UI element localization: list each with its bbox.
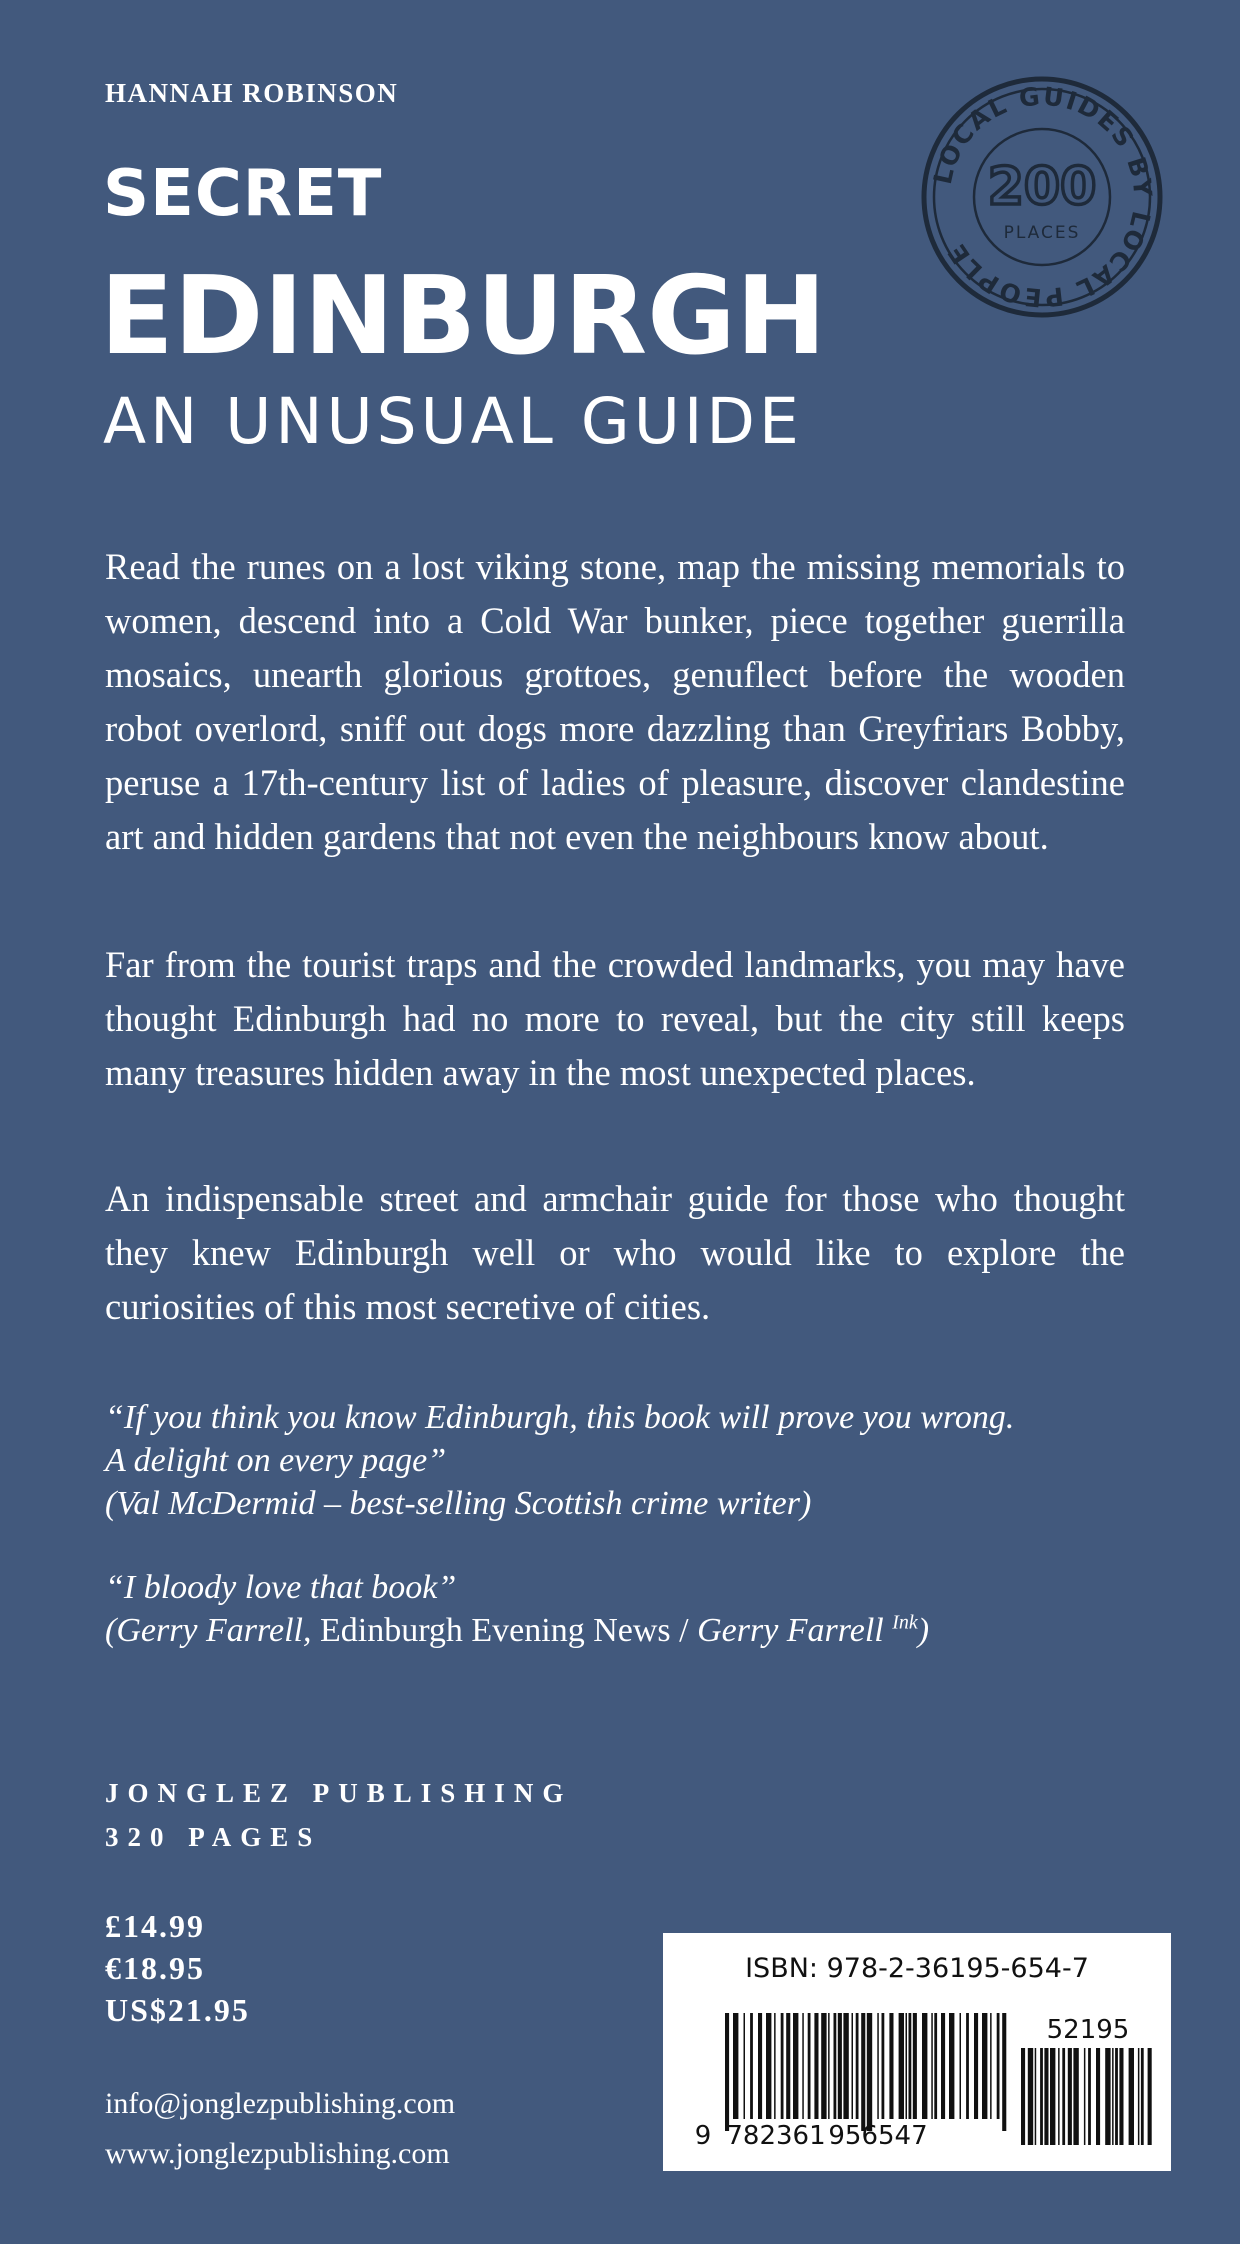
stamp-arc-text: LOCAL GUIDES BY LOCAL PEOPLE — [927, 81, 1158, 313]
barcode-bar — [781, 2013, 784, 2119]
barcode-bar — [1021, 2048, 1025, 2145]
barcode-bar — [877, 2013, 879, 2119]
barcode-bar — [1062, 2048, 1065, 2145]
quote-text-line-1: “If you think you know Edinburgh, this book will prove you wrong. — [105, 1399, 1015, 1436]
barcode-bar — [808, 2013, 811, 2119]
barcode-bar — [1119, 2048, 1123, 2145]
barcode-bar — [786, 2013, 790, 2119]
barcode-bar — [1096, 2048, 1100, 2145]
barcode-bar — [931, 2013, 933, 2119]
quote-text: “I bloody love that book” — [105, 1569, 457, 1606]
barcode-bar — [997, 2013, 1000, 2119]
barcode-bars-addon — [1021, 2048, 1152, 2145]
isbn-label: ISBN: 978-2-36195-654-7 — [745, 1953, 1089, 1984]
barcode-bar — [966, 2013, 969, 2119]
barcode-bar — [922, 2013, 927, 2119]
description-paragraph-3: An indispensable street and armchair guide for those who thought they knew Edinburgh well or who would like to explore the curiosities of this most secretive of cities. — [105, 1178, 1125, 1327]
barcode-bar — [899, 2013, 904, 2119]
barcode-bar — [1073, 2048, 1078, 2145]
stamp-places: PLACES — [1003, 223, 1081, 243]
barcode-bar — [906, 2013, 908, 2119]
barcode-bar — [1050, 2048, 1055, 2145]
barcode-bar — [889, 2013, 893, 2119]
barcode-bar — [934, 2013, 937, 2119]
barcode-bar — [733, 2013, 738, 2119]
barcode-bar — [744, 2013, 746, 2119]
barcode-bar — [750, 2013, 753, 2119]
barcode-bar — [974, 2013, 978, 2119]
barcode-bar — [1044, 2048, 1048, 2145]
local-guides-stamp-icon — [917, 72, 1167, 322]
quote-text-line-2: A delight on every page” — [105, 1442, 447, 1479]
publisher-website: www.jonglezpublishing.com — [105, 2137, 450, 2170]
barcode-bar — [774, 2013, 776, 2119]
barcode-bar — [814, 2013, 818, 2119]
barcode-bar — [1148, 2048, 1152, 2145]
description-paragraph-1: Read the runes on a lost viking stone, map the missing memorials to women, descend into a Cold War bunker, piece together guerrilla mosaics, unearth glorious grottoes, genuflect before the wooden robot overlord, sniff out dogs more dazzling than Greyfriars Bobby, peruse a 17th-century list of ladies of pleasure, discover clandestine art and hidden gardens that not even the neighbours know about. — [105, 546, 1125, 857]
barcode-bar — [867, 2013, 872, 2131]
quote-source: (Val McDermid – best-selling Scottish crime writer) — [105, 1485, 812, 1522]
barcode-bar — [990, 2013, 992, 2119]
barcode-icon — [663, 1933, 1171, 2171]
barcode-bar — [766, 2013, 771, 2119]
barcode-bar — [852, 2013, 854, 2119]
author-name: HANNAH ROBINSON — [105, 78, 399, 108]
page-count: 320 PAGES — [105, 1822, 322, 1852]
barcode-lead-digit: 9 — [694, 2121, 712, 2151]
barcode-bar — [1068, 2048, 1072, 2145]
barcode-bar — [1138, 2048, 1140, 2145]
barcode-bar — [843, 2013, 848, 2119]
barcode-bar — [1040, 2048, 1043, 2145]
barcode-bar — [949, 2013, 954, 2119]
publisher-name: JONGLEZ PUBLISHING — [105, 1778, 573, 1808]
barcode-bar — [960, 2013, 962, 2119]
barcode-bar — [828, 2013, 830, 2119]
barcode-bar — [1058, 2048, 1060, 2145]
stamp-number: 200 — [987, 157, 1097, 217]
barcode-bar — [802, 2013, 804, 2119]
price-eur: €18.95 — [105, 1950, 205, 1986]
barcode-bar — [1028, 2048, 1033, 2145]
publisher-email: info@jonglezpublishing.com — [105, 2087, 456, 2120]
barcode-bar — [909, 2013, 912, 2119]
barcode-bar — [856, 2013, 859, 2119]
quote-mcdermid — [105, 1396, 1165, 1525]
barcode-bar — [1105, 2048, 1110, 2145]
barcode-bar — [725, 2013, 729, 2131]
title-secret: SECRET — [103, 157, 383, 231]
barcode-bar — [1115, 2048, 1118, 2145]
quote-source: (Gerry Farrell, Edinburgh Evening News / Gerry Farrell $^{Ink}$) — [105, 1611, 930, 1649]
barcode-bar — [1112, 2048, 1114, 2145]
title-edinburgh: EDINBURGH — [100, 254, 827, 379]
barcode-bars-main — [725, 2013, 1006, 2131]
barcode-bar — [913, 2013, 917, 2119]
barcode-bar — [1088, 2048, 1091, 2145]
barcode-panel — [663, 1933, 1171, 2171]
barcode-bar — [1141, 2048, 1144, 2145]
barcode-right-digits: 956547 — [828, 2121, 928, 2151]
quote-farrell — [105, 1566, 1165, 1652]
barcode-bar — [982, 2013, 987, 2119]
barcode-bar — [793, 2013, 798, 2119]
barcode-bar — [821, 2013, 826, 2119]
barcode-bar — [1084, 2048, 1086, 2145]
price-usd: US$21.95 — [105, 1992, 250, 2028]
barcode-bar — [838, 2013, 842, 2119]
barcode-bar — [758, 2013, 762, 2119]
barcode-bar — [834, 2013, 837, 2119]
description-paragraph-2: Far from the tourist traps and the crowded landmarks, you may have thought Edinburgh had no more to reveal, but the city still keeps many treasures hidden away in the most unexpected places. — [105, 944, 1125, 1093]
barcode-left-digits: 782361 — [726, 2121, 826, 2151]
barcode-bar — [882, 2013, 885, 2119]
barcode-bar — [1002, 2013, 1006, 2131]
barcode-bar — [941, 2013, 945, 2119]
barcode-bar — [1035, 2048, 1037, 2145]
barcode-bar — [861, 2013, 865, 2131]
barcode-bar — [1129, 2048, 1134, 2145]
barcode-addon-digits: 52195 — [1046, 2015, 1130, 2045]
price-gbp: £14.99 — [105, 1908, 205, 1944]
title-subtitle: AN UNUSUAL GUIDE — [103, 385, 803, 458]
